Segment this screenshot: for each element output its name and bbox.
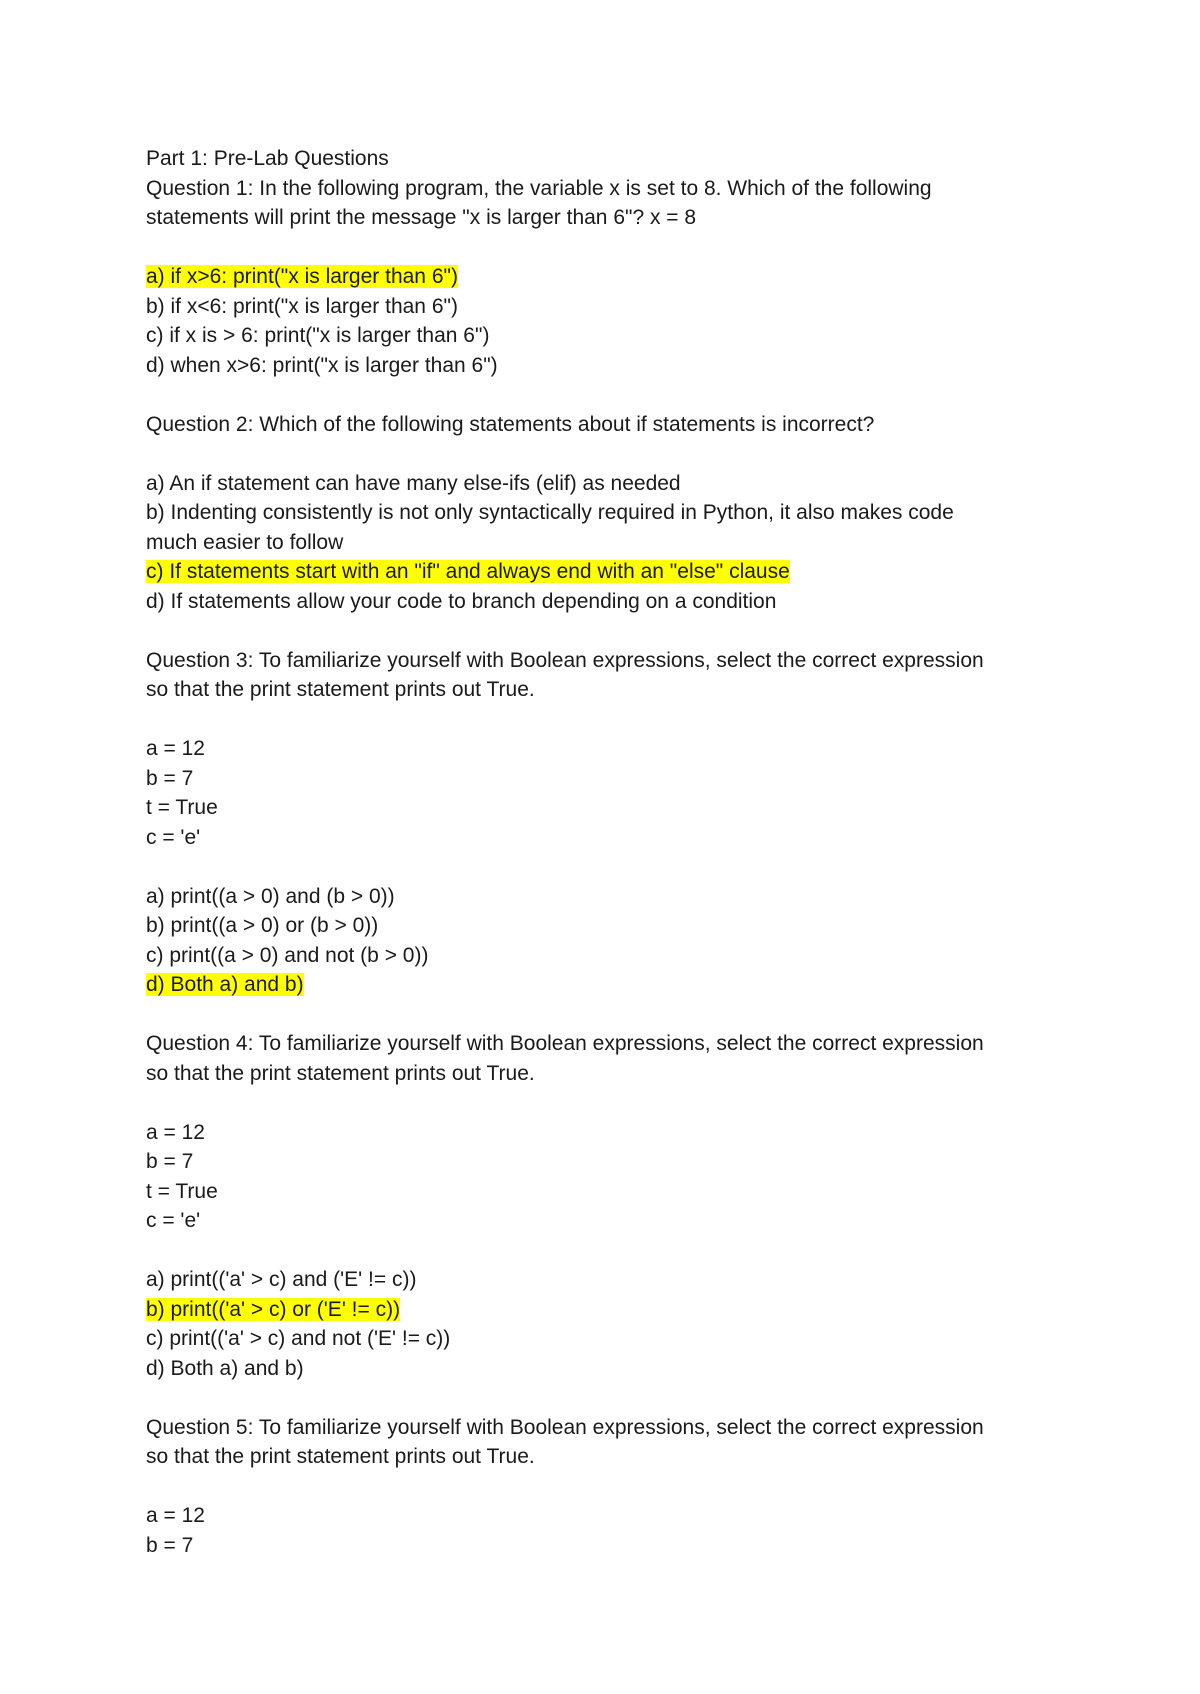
question-1-text-line-2: statements will print the message "x is larger than 6"? x = 8 bbox=[146, 206, 697, 229]
spacer bbox=[146, 1236, 1046, 1266]
spacer bbox=[146, 1088, 1046, 1118]
question-5-text-line-2: so that the print statement prints out True. bbox=[146, 1445, 535, 1468]
part-title: Part 1: Pre-Lab Questions bbox=[146, 147, 389, 170]
question-5-code-line: b = 7 bbox=[146, 1533, 194, 1557]
question-1-option-c: c) if x is > 6: print("x is larger than 6") bbox=[146, 324, 490, 347]
question-4-option-d: d) Both a) and b) bbox=[146, 1356, 304, 1380]
spacer bbox=[146, 439, 1046, 469]
question-1-text-line-1: Question 1: In the following program, the variable x is set to 8. Which of the following bbox=[146, 176, 932, 200]
question-2-option-b: b) Indenting consistently is not only syntactically required in Python, it also makes code bbox=[146, 501, 954, 524]
question-4-option-a: a) print(('a' > c) and ('E' != c)) bbox=[146, 1268, 417, 1291]
spacer bbox=[146, 1000, 1046, 1030]
question-1-option-d: d) when x>6: print("x is larger than 6") bbox=[146, 353, 498, 377]
question-3-option-a: a) print((a > 0) and (b > 0)) bbox=[146, 884, 395, 908]
spacer bbox=[146, 380, 1046, 410]
question-3-code-line: c = 'e' bbox=[146, 825, 201, 849]
question-4-code-line: c = 'e' bbox=[146, 1209, 201, 1232]
question-4-code-line: t = True bbox=[146, 1179, 218, 1203]
question-3-code-line: t = True bbox=[146, 796, 218, 819]
question-3-code-line: a = 12 bbox=[146, 737, 205, 760]
question-4-text-line-1: Question 4: To familiarize yourself with Boolean expressions, select the correct expression bbox=[146, 1032, 984, 1055]
question-1-option-a bbox=[146, 262, 1046, 292]
question-5-code-line: a = 12 bbox=[146, 1504, 205, 1527]
spacer bbox=[146, 852, 1046, 882]
question-3-option-d bbox=[146, 970, 1046, 1000]
question-3-text-line-2: so that the print statement prints out True. bbox=[146, 678, 535, 701]
question-2-option-c bbox=[146, 557, 1046, 587]
question-4-option-b bbox=[146, 1295, 1046, 1325]
question-3-option-b: b) print((a > 0) or (b > 0)) bbox=[146, 914, 379, 937]
question-5-text-line-1: Question 5: To familiarize yourself with Boolean expressions, select the correct expression bbox=[146, 1415, 984, 1439]
spacer bbox=[146, 616, 1046, 646]
question-2-option-a: a) An if statement can have many else-ifs (elif) as needed bbox=[146, 471, 681, 495]
question-4-code-line: b = 7 bbox=[146, 1150, 194, 1173]
spacer bbox=[146, 233, 1046, 263]
question-2-option-d: d) If statements allow your code to branch depending on a condition bbox=[146, 589, 777, 613]
spacer bbox=[146, 1383, 1046, 1413]
answer-highlight: d) Both a) and b) bbox=[146, 973, 304, 996]
answer-highlight: c) If statements start with an "if" and always end with an "else" clause bbox=[146, 560, 790, 583]
spacer bbox=[146, 705, 1046, 735]
spacer bbox=[146, 1472, 1046, 1502]
document-page bbox=[146, 144, 1046, 1560]
question-4-option-c: c) print(('a' > c) and not ('E' != c)) bbox=[146, 1327, 451, 1350]
question-4-code-line: a = 12 bbox=[146, 1120, 205, 1144]
question-3-option-c: c) print((a > 0) and not (b > 0)) bbox=[146, 943, 429, 967]
question-2-option-b-cont: much easier to follow bbox=[146, 530, 344, 554]
question-3-code-line: b = 7 bbox=[146, 766, 194, 790]
question-3-text-line-1: Question 3: To familiarize yourself with Boolean expressions, select the correct expression bbox=[146, 648, 984, 672]
question-2-text: Question 2: Which of the following statements about if statements is incorrect? bbox=[146, 412, 875, 436]
answer-highlight: b) print(('a' > c) or ('E' != c)) bbox=[146, 1297, 401, 1321]
answer-highlight: a) if x>6: print("x is larger than 6") bbox=[146, 265, 458, 288]
question-1-option-b: b) if x<6: print("x is larger than 6") bbox=[146, 294, 458, 318]
question-4-text-line-2: so that the print statement prints out True. bbox=[146, 1061, 535, 1085]
